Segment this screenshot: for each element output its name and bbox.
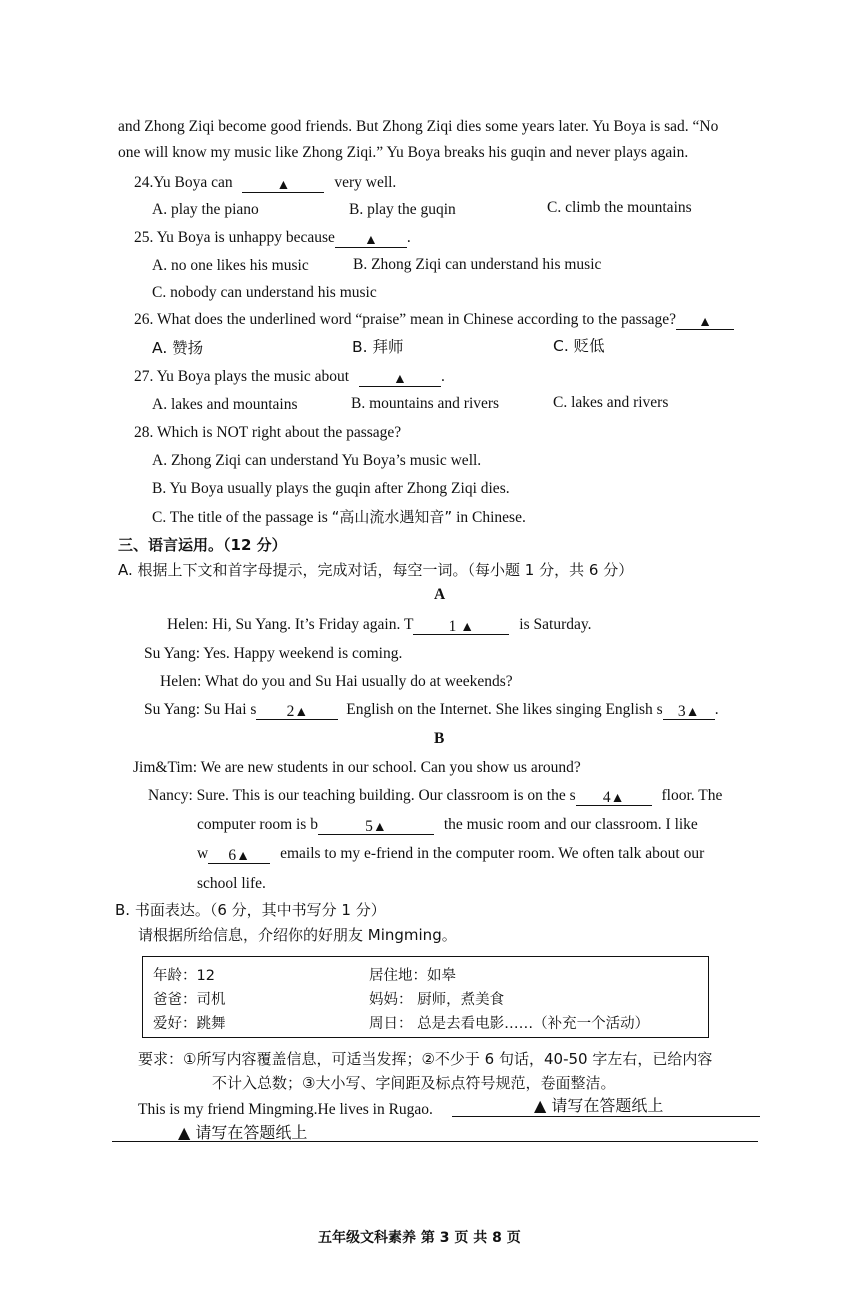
triangle-icon: ▲: [610, 791, 625, 806]
info-home: 居住地：如皋: [369, 968, 456, 984]
triangle-icon: ▲: [393, 372, 407, 387]
option-b: B. play the guqin: [349, 201, 456, 218]
dialog-line: school life.: [197, 875, 266, 892]
triangle-icon: ▲: [460, 620, 475, 635]
passage-line: and Zhong Ziqi become good friends. But Zhong Ziqi dies some years later. Yu Boya is sad. “No: [118, 118, 719, 135]
info-table: [142, 956, 709, 1038]
dialog-line: Jim&Tim: We are new students in our school. Can you show us around?: [133, 759, 581, 776]
option-c: C. 贬低: [553, 337, 605, 355]
answer-line[interactable]: [112, 1141, 758, 1142]
requirements: 不计入总数；③大小写、字间距及标点符号规范，卷面整洁。: [212, 1074, 616, 1092]
passage-line: one will know my music like Zhong Ziqi.” Yu Boya breaks his guqin and never plays again.: [118, 144, 689, 161]
option-b: B. mountains and rivers: [351, 395, 500, 412]
info-hobby: 爱好：跳舞: [153, 1016, 226, 1032]
dialog-line: w 6▲ emails to my e-friend in the computer room. We often talk about our: [197, 845, 705, 864]
option-a: A. no one likes his music: [152, 257, 309, 274]
dialog-line: Su Yang: Su Hai s 2▲ English on the Internet. She likes singing English s 3▲ .: [144, 701, 719, 720]
triangle-icon: ▲: [685, 705, 700, 720]
triangle-icon: ▲: [276, 178, 291, 193]
option-a: A. Zhong Ziqi can understand Yu Boya’s music well.: [152, 452, 482, 469]
triangle-icon: ▲: [363, 233, 378, 248]
question-27: 27. Yu Boya plays the music about ▲ .: [134, 368, 445, 387]
triangle-icon: ▲: [294, 705, 309, 720]
info-age: 年龄：12: [153, 968, 215, 984]
part-a-title: A. 根据上下文和首字母提示，完成对话，每空一词。（每小题 1 分，共 6 分）: [118, 561, 634, 579]
triangle-icon: ▲: [372, 820, 387, 835]
option-c: C. lakes and rivers: [553, 394, 669, 411]
option-a: A. play the piano: [152, 201, 259, 218]
requirements: 要求：①所写内容覆盖信息，可适当发挥；②不少于 6 句话，40-50 字左右，已给内容: [138, 1050, 713, 1068]
answer-line[interactable]: [452, 1116, 760, 1117]
part-b-instruction: 请根据所给信息，介绍你的好朋友 Mingming。: [138, 926, 457, 944]
triangle-icon: ▲: [698, 315, 712, 330]
dialog-line: Nancy: Sure. This is our teaching building. Our classroom is on the s 4▲ floor. The: [148, 787, 723, 806]
question-25: 25. Yu Boya is unhappy because ▲ .: [134, 229, 411, 248]
option-c: C. nobody can understand his music: [152, 284, 377, 301]
writing-start: This is my friend Mingming.He lives in Rugao.: [138, 1101, 433, 1118]
dialog-a-label: A: [434, 586, 446, 603]
answer-blank-6[interactable]: 6▲: [208, 846, 270, 864]
answer-blank[interactable]: [335, 230, 407, 248]
answer-note: ▲ 请写在答题纸上: [534, 1096, 664, 1115]
answer-blank[interactable]: [676, 312, 734, 330]
question-26: 26. What does the underlined word “praise” mean in Chinese according to the passage? ▲: [134, 310, 734, 330]
section-title: 三、语言运用。（12 分）: [118, 536, 287, 554]
question-24: 24.Yu Boya can ▲ very well.: [134, 174, 397, 193]
answer-blank-3[interactable]: 3▲: [663, 702, 715, 720]
page-footer: 五年级文科素养 第 3 页 共 8 页: [318, 1230, 521, 1246]
option-c: C. climb the mountains: [547, 199, 692, 216]
option-a: A. 赞扬: [152, 339, 204, 357]
answer-blank-4[interactable]: 4▲: [576, 788, 652, 806]
option-b: B. 拜师: [352, 338, 404, 356]
info-sunday: 周日： 总是去看电影……（补充一个活动）: [369, 1016, 650, 1032]
triangle-icon: ▲: [236, 849, 250, 864]
dialog-line: Helen: What do you and Su Hai usually do at weekends?: [160, 673, 513, 690]
answer-blank[interactable]: [359, 369, 441, 387]
dialog-b-label: B: [434, 730, 445, 747]
question-28: 28. Which is NOT right about the passage?: [134, 424, 402, 441]
part-b-title: B. 书面表达。（6 分，其中书写分 1 分）: [115, 901, 386, 919]
answer-blank[interactable]: [242, 175, 324, 193]
dialog-line: Su Yang: Yes. Happy weekend is coming.: [144, 645, 403, 662]
info-mom: 妈妈： 厨师，煮美食: [369, 992, 505, 1008]
option-b: B. Zhong Ziqi can understand his music: [353, 256, 602, 273]
dialog-line: computer room is b 5▲ the music room and our classroom. I like: [197, 816, 698, 835]
dialog-line: Helen: Hi, Su Yang. It’s Friday again. T 1 ▲ is Saturday.: [167, 616, 592, 635]
info-dad: 爸爸：司机: [153, 992, 226, 1008]
answer-blank-2[interactable]: 2▲: [256, 702, 338, 720]
answer-note: ▲ 请写在答题纸上: [178, 1123, 308, 1142]
answer-blank-5[interactable]: 5▲: [318, 817, 434, 835]
option-a: A. lakes and mountains: [152, 396, 298, 413]
option-b: B. Yu Boya usually plays the guqin after Zhong Ziqi dies.: [152, 480, 510, 497]
option-c: C. The title of the passage is “高山流水遇知音” in Chinese.: [152, 508, 526, 526]
answer-blank-1[interactable]: 1 ▲: [413, 617, 509, 635]
